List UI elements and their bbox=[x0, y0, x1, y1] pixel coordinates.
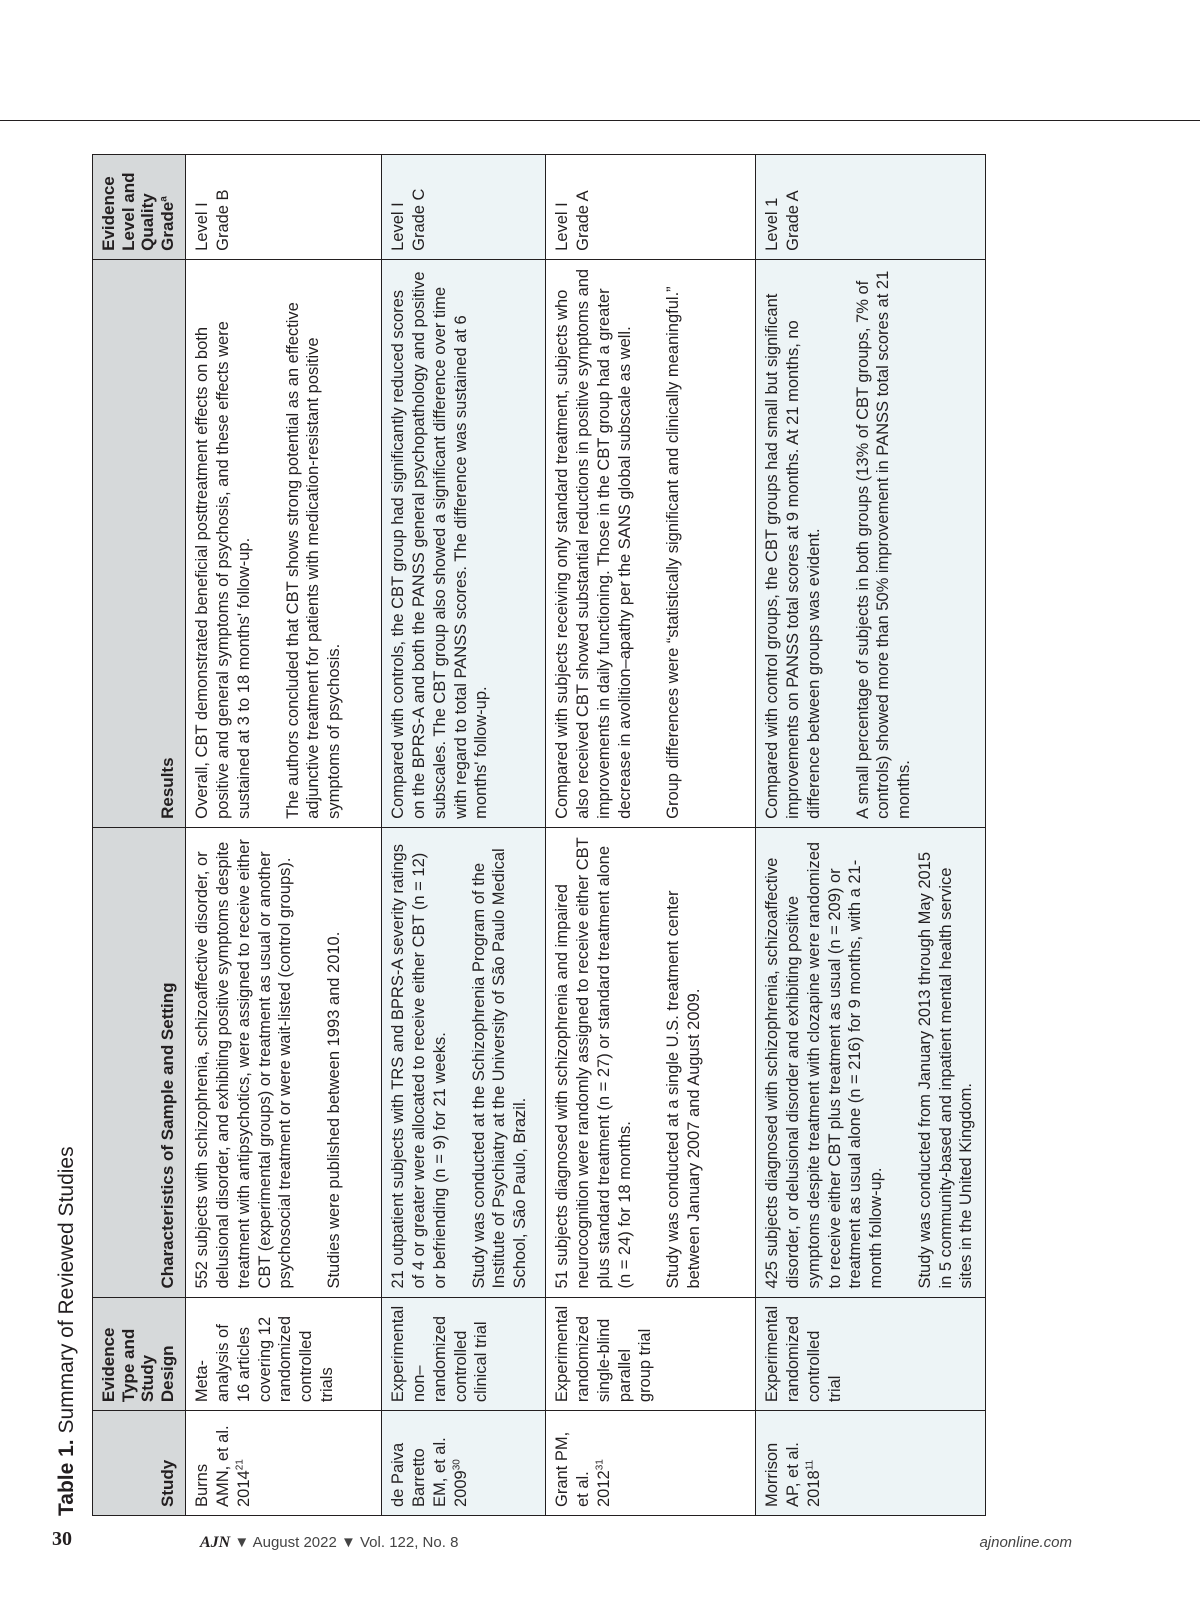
cell-evidence-type: Experimental randomized single-blind parallel group trial bbox=[546, 1297, 756, 1411]
table-header-row bbox=[93, 155, 186, 1516]
cell-evidence-level bbox=[382, 155, 546, 260]
cell-results bbox=[756, 259, 986, 827]
cell-results bbox=[186, 259, 382, 827]
results-paragraph: The authors concluded that CBT shows strong potential as an effective adjunctive treatment for patients with medication-resistant positive symptoms of psychosis. bbox=[283, 302, 344, 819]
header-study: Study bbox=[93, 1411, 186, 1516]
table-caption-text: Summary of Reviewed Studies bbox=[55, 1146, 78, 1434]
results-paragraph: Compared with controls, the CBT group had significantly reduced scores on the BPRS-A and both the PANSS general psychopathology and positive subscales. The CBT group also showed a significant difference over time with regard to total PANSS scores. The difference was sustained at 6 months' follow-up. bbox=[389, 271, 491, 819]
characteristics-paragraph: 552 subjects with schizophrenia, schizoaffective disorder, or delusional disorder, and exhibiting positive symptoms despite treatment with antipsychotics, were assigned to receive either CBT (experimental groups) or treatment as usual or another psychosocial treatment or were wait-listed (control groups). bbox=[193, 839, 295, 1289]
cell-results bbox=[546, 259, 756, 827]
cell-evidence-type: Experimental non–randomized controlled clinical trial bbox=[382, 1297, 546, 1411]
journal-website: ajnonline.com bbox=[979, 1534, 1072, 1551]
evidence-level: Level 1 bbox=[763, 197, 782, 251]
quality-grade: Grade B bbox=[213, 189, 232, 251]
characteristics-paragraph: 21 outpatient subjects with TRS and BPRS-A severity ratings of 4 or greater were allocated to receive either CBT (n = 12) or befriending (n = 9) for 21 weeks. bbox=[389, 844, 449, 1289]
journal-issue: ▼ August 2022 ▼ Vol. 122, No. 8 bbox=[234, 1534, 459, 1551]
cell-evidence-level bbox=[756, 155, 986, 260]
header-characteristics: Characteristics of Sample and Setting bbox=[93, 827, 186, 1297]
results-paragraph: Overall, CBT demonstrated beneficial posttreatment effects on both positive and general symptoms of psychosis, and these effects were sustained at 3 to 18 months' follow-up. bbox=[193, 321, 253, 819]
header-results: Results bbox=[93, 259, 186, 827]
quality-grade: Grade A bbox=[573, 190, 592, 251]
header-evidence-type: Evidence Type and Study Design bbox=[93, 1297, 186, 1411]
results-paragraph: Compared with subjects receiving only standard treatment, subjects who also received CBT showed substantial reductions in positive symptoms and improvements in daily functioning. Those in the CBT group had a greater decrease in avolition–apathy per the SANS global subscale as well. bbox=[553, 268, 634, 819]
characteristics-paragraph: 425 subjects diagnosed with schizophrenia, schizoaffective disorder, or delusional disorder and exhibiting positive symptoms despite treatment with clozapine were randomized to receive either CBT plus treatment as usual (n = 209) or treatment as usual alone (n = 216) for 9 months, with a 21-month follow-up. bbox=[763, 841, 886, 1289]
characteristics-paragraph: 51 subjects diagnosed with schizophrenia and impaired neurocognition were randomly assigned to receive either CBT plus standard treatment (n = 27) or standard treatment alone (n = 24) for 18 months. bbox=[553, 837, 634, 1289]
study-name: Grant PM, et al. 2012 bbox=[553, 1431, 613, 1507]
table-caption bbox=[50, 1146, 84, 1516]
study-name: Burns AMN, et al. 2014 bbox=[193, 1425, 253, 1507]
table-row bbox=[382, 155, 546, 1516]
table-row bbox=[186, 155, 382, 1516]
results-paragraph: Group differences were “statistically significant and clinically meaningful.” bbox=[664, 286, 683, 819]
journal-name: AJN bbox=[200, 1534, 231, 1551]
cell-characteristics bbox=[382, 827, 546, 1297]
header-evidence-level-sup: a bbox=[157, 196, 169, 202]
study-ref: 31 bbox=[594, 1459, 606, 1471]
cell-evidence-type: Meta-analysis of 16 articles covering 12 randomized controlled trials bbox=[186, 1297, 382, 1411]
rotated-table-block bbox=[50, 154, 1040, 1516]
journal-info bbox=[200, 1534, 458, 1558]
cell-evidence-type: Experimental randomized controlled trial bbox=[756, 1297, 986, 1411]
cell-evidence-level bbox=[186, 155, 382, 260]
evidence-level: Level I bbox=[389, 202, 408, 251]
characteristics-paragraph: Study was conducted at the Schizophrenia Program of the Institute of Psychiatry at the University of São Paulo Medical School, São Paulo, Brazil. bbox=[469, 848, 530, 1289]
cell-characteristics bbox=[546, 827, 756, 1297]
evidence-level: Level I bbox=[553, 202, 572, 251]
characteristics-paragraph: Study was conducted at a single U.S. treatment center between January 2007 and August 2009. bbox=[664, 890, 704, 1289]
study-name: Morrison AP, et al. 2018 bbox=[763, 1442, 823, 1507]
top-rule bbox=[0, 120, 1200, 121]
results-paragraph: A small percentage of subjects in both groups (13% of CBT groups, 7% of controls) showed more than 50% improvement in PANSS total scores at 21 months. bbox=[853, 270, 914, 819]
summary-table bbox=[92, 154, 986, 1516]
page-number: 30 bbox=[52, 1528, 72, 1550]
cell-characteristics bbox=[756, 827, 986, 1297]
cell-study bbox=[546, 1411, 756, 1516]
study-ref: 21 bbox=[234, 1459, 246, 1471]
study-ref: 30 bbox=[451, 1459, 463, 1471]
results-paragraph: Compared with control groups, the CBT groups had small but significant improvements on PANSS total scores at 9 months. At 21 months, no difference between groups was evident. bbox=[763, 293, 823, 819]
quality-grade: Grade A bbox=[783, 190, 802, 251]
table-row bbox=[546, 155, 756, 1516]
cell-study bbox=[756, 1411, 986, 1516]
cell-characteristics bbox=[186, 827, 382, 1297]
characteristics-paragraph: Studies were published between 1993 and 2010. bbox=[325, 931, 344, 1289]
characteristics-paragraph: Study was conducted from January 2013 through May 2015 in 5 community-based and inpatient mental health service sites in the United Kingdom. bbox=[915, 851, 976, 1289]
evidence-level: Level I bbox=[193, 202, 212, 251]
cell-study bbox=[382, 1411, 546, 1516]
study-name: de Paiva Barretto EM, et al. 2009 bbox=[389, 1437, 470, 1507]
study-ref: 11 bbox=[804, 1459, 816, 1471]
quality-grade: Grade C bbox=[409, 188, 428, 251]
cell-evidence-level bbox=[546, 155, 756, 260]
header-evidence-level bbox=[93, 155, 186, 260]
table-caption-label: Table 1. bbox=[55, 1439, 78, 1516]
cell-study bbox=[186, 1411, 382, 1516]
table-row bbox=[756, 155, 986, 1516]
header-evidence-level-text: Evidence Level and Quality Grade bbox=[99, 172, 177, 251]
cell-results bbox=[382, 259, 546, 827]
